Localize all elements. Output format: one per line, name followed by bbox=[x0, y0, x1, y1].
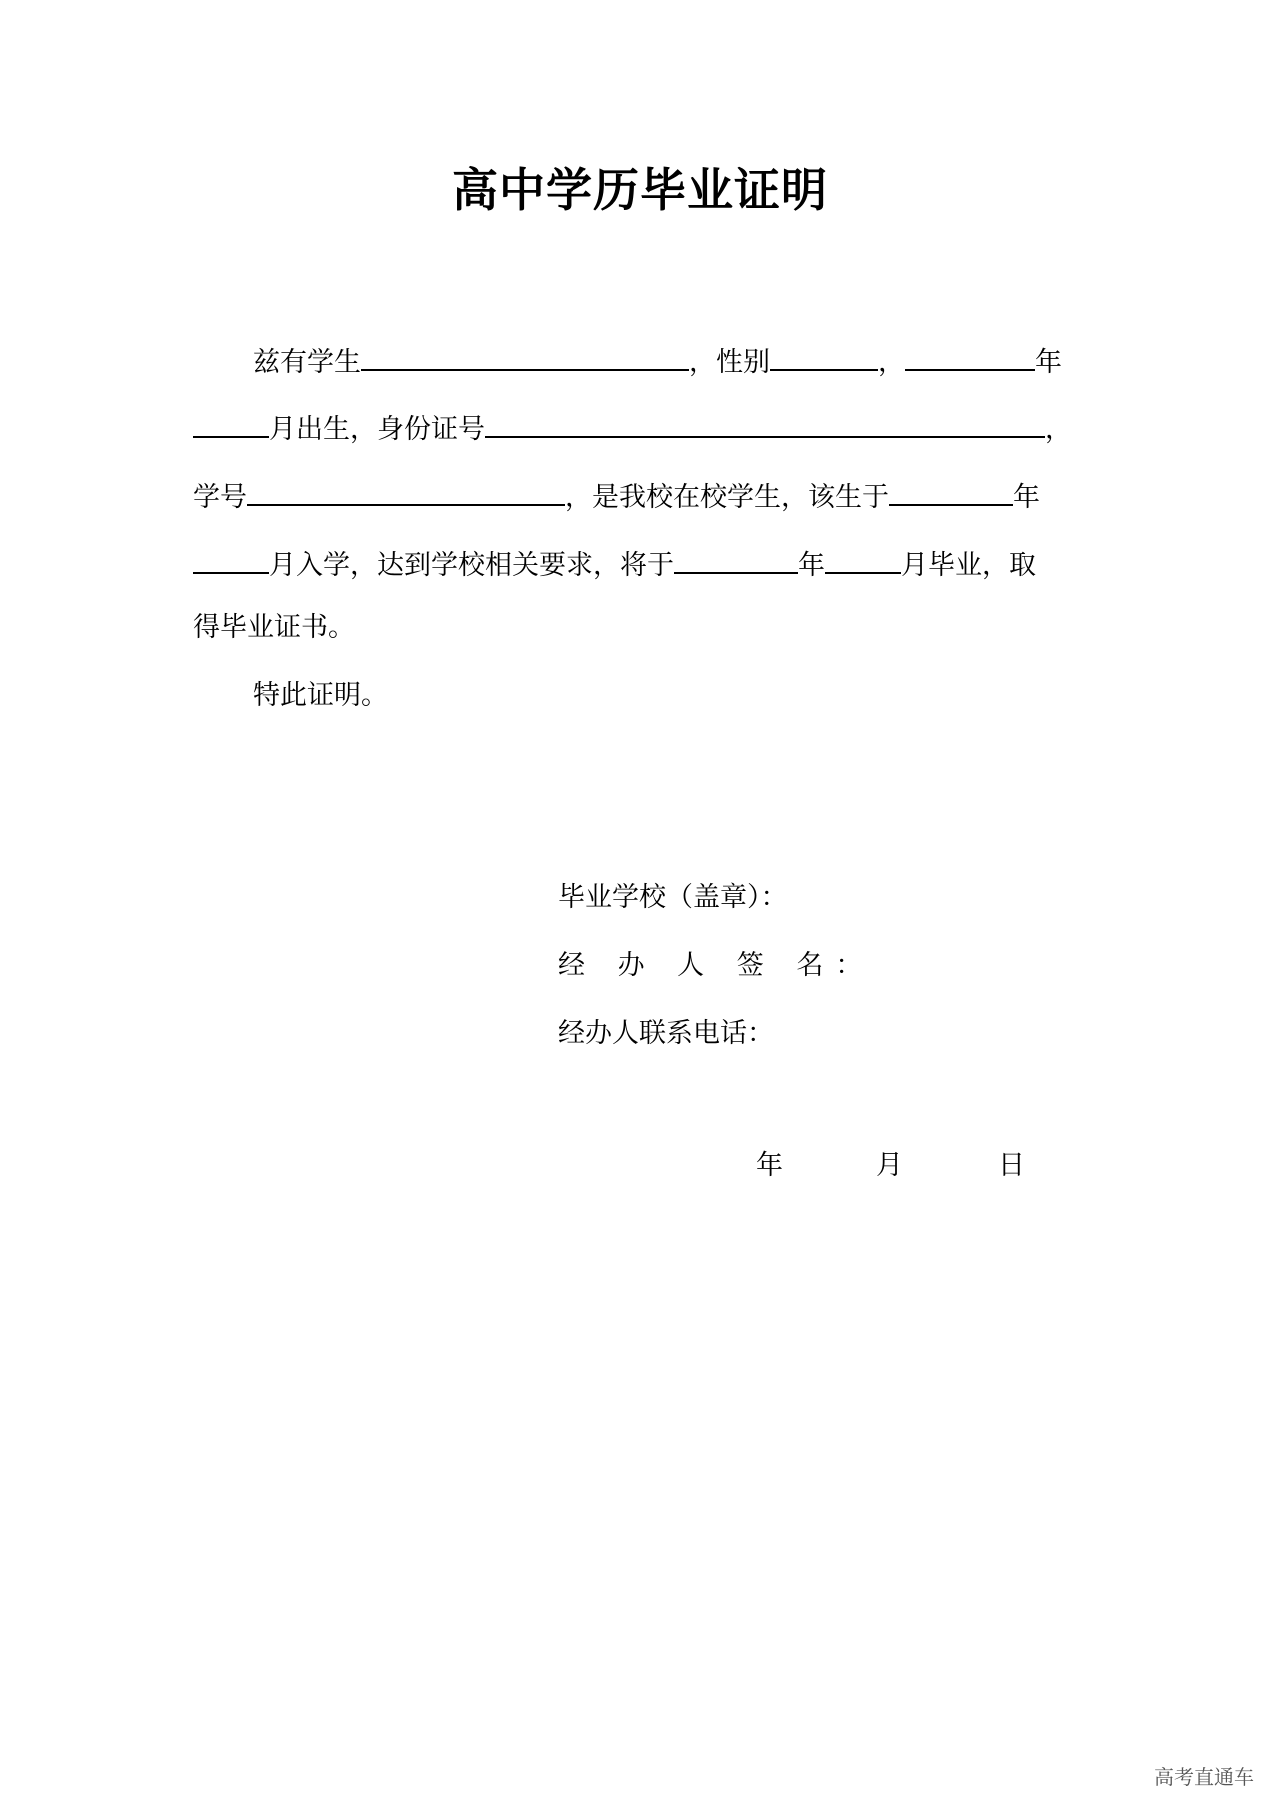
handler-signature-label: 经 办 人 签 名： bbox=[558, 950, 875, 981]
enroll-month-blank[interactable] bbox=[193, 538, 269, 574]
paragraph-line-2 bbox=[193, 402, 1072, 446]
paragraph-line-5 bbox=[193, 606, 355, 650]
student-number-blank[interactable] bbox=[247, 470, 565, 506]
text-gender-label: ，性别 bbox=[689, 347, 770, 378]
text-student-number-label: 学号 bbox=[193, 482, 247, 513]
id-number-blank[interactable] bbox=[485, 402, 1045, 438]
school-seal-label: 毕业学校（盖章）： bbox=[558, 882, 788, 913]
text-graduate-obtain: 月毕业，取 bbox=[901, 550, 1036, 581]
gender-blank[interactable] bbox=[770, 335, 878, 371]
text-obtain-certificate: 得毕业证书。 bbox=[193, 612, 355, 643]
text-birth-idcard: 月出生，身份证号 bbox=[269, 414, 485, 445]
closing-line bbox=[193, 674, 388, 718]
text-year-1: 年 bbox=[1035, 347, 1062, 378]
birth-year-blank[interactable] bbox=[905, 335, 1035, 371]
text-enrolled-student: ，是我校在校学生，该生于 bbox=[565, 482, 889, 513]
birth-month-blank[interactable] bbox=[193, 402, 269, 438]
date-day-label: 日 bbox=[998, 1150, 1025, 1181]
graduate-year-blank[interactable] bbox=[674, 538, 798, 574]
text-student-intro: 兹有学生 bbox=[253, 347, 361, 378]
watermark-text: 高考直通车 bbox=[1154, 1765, 1254, 1789]
text-enroll-requirement: 月入学，达到学校相关要求，将于 bbox=[269, 550, 674, 581]
paragraph-line-4 bbox=[193, 538, 1036, 582]
text-year-3: 年 bbox=[798, 550, 825, 581]
date-month-label: 月 bbox=[876, 1150, 903, 1181]
text-comma: ， bbox=[878, 347, 905, 378]
text-comma-2: ， bbox=[1045, 414, 1072, 445]
date-year-label: 年 bbox=[756, 1150, 783, 1181]
text-year-2: 年 bbox=[1013, 482, 1040, 513]
text-closing: 特此证明。 bbox=[253, 680, 388, 711]
enroll-year-blank[interactable] bbox=[889, 470, 1013, 506]
paragraph-line-3 bbox=[193, 470, 1040, 514]
handler-phone-label: 经办人联系电话： bbox=[558, 1018, 774, 1049]
student-name-blank[interactable] bbox=[361, 335, 689, 371]
paragraph-line-1 bbox=[193, 335, 1062, 379]
document-title: 高中学历毕业证明 bbox=[452, 163, 828, 217]
graduate-month-blank[interactable] bbox=[825, 538, 901, 574]
